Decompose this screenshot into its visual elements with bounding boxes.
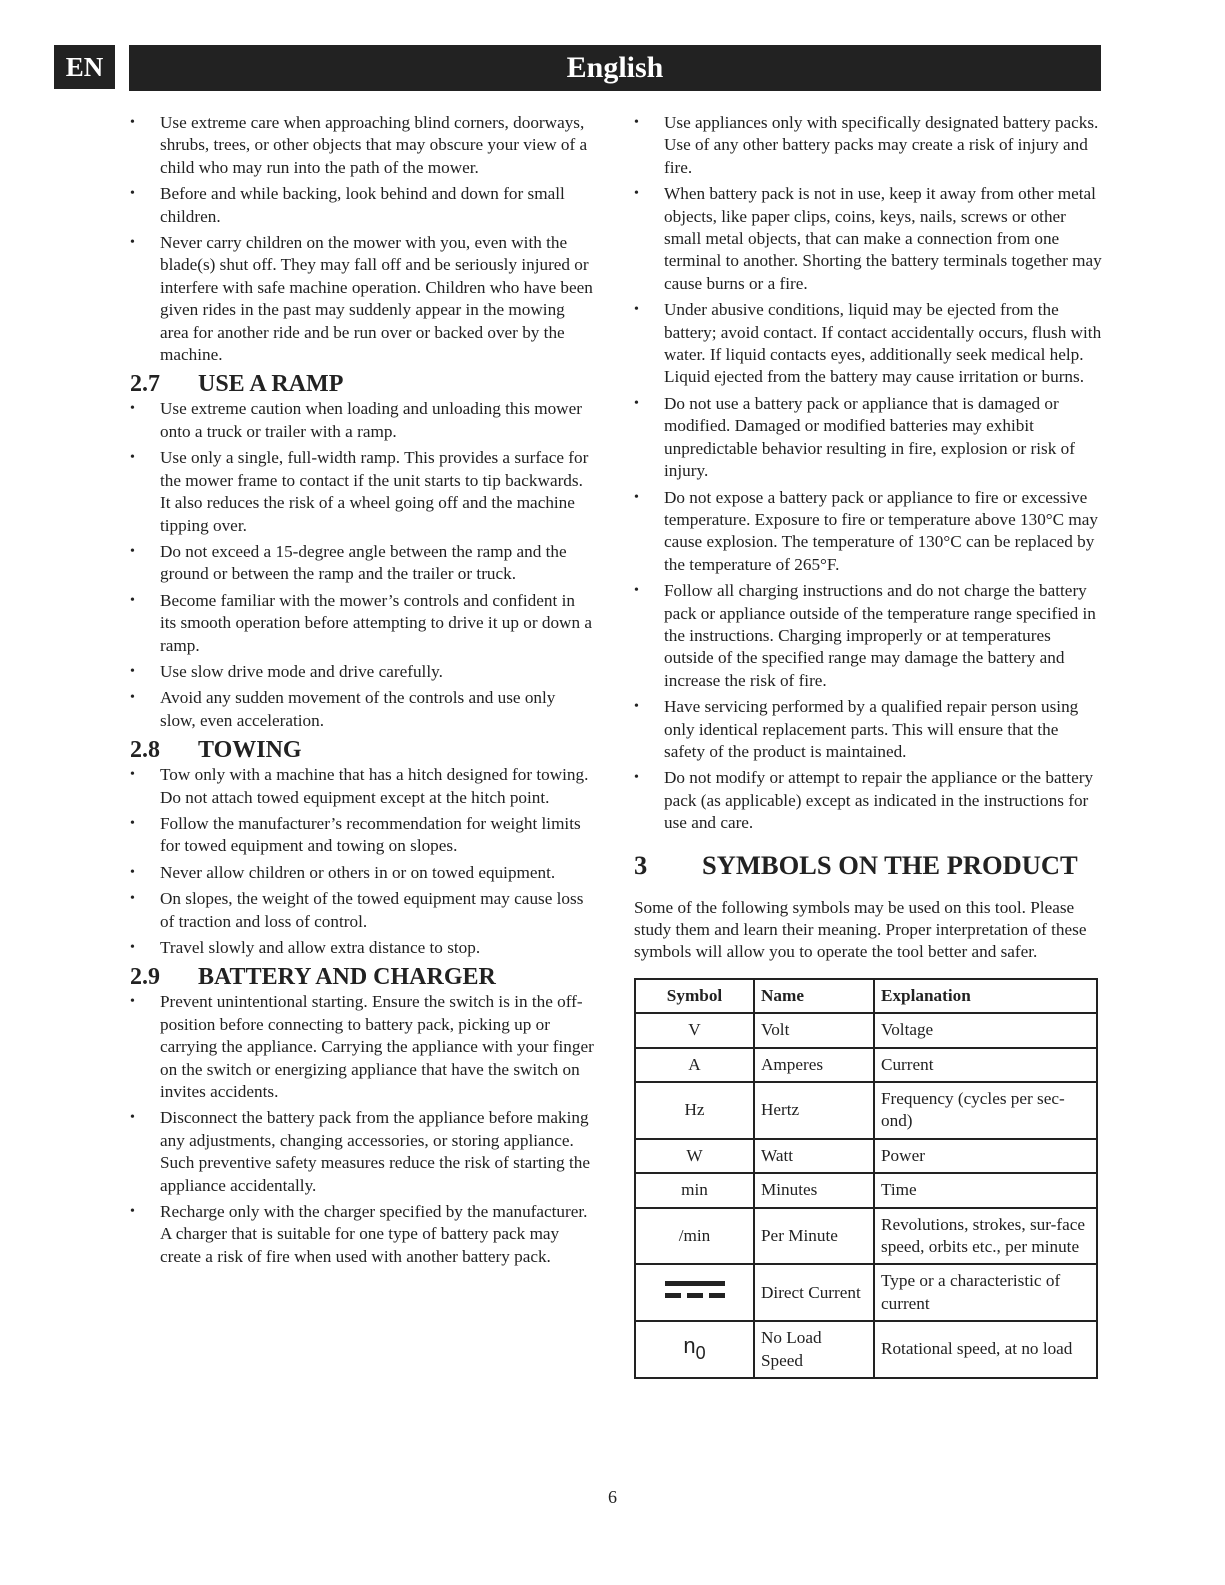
explanation-cell: Revolutions, strokes, sur-face speed, orbits etc., per minute — [874, 1208, 1097, 1265]
table-row — [635, 1082, 1097, 1139]
table-row — [635, 1013, 1097, 1047]
table-row — [635, 1048, 1097, 1082]
symbol-cell: A — [635, 1048, 754, 1082]
list-item: • Do not exceed a 15-degree angle between the ramp and the ground or between the ramp and the trailer or truck. — [130, 541, 595, 586]
list-item: • Follow the manufacturer’s recommendation for weight limits for towed equipment and towing on slopes. — [130, 813, 595, 858]
column-header: Explanation — [874, 979, 1097, 1013]
list-item: • Use extreme caution when loading and unloading this mower onto a truck or trailer with a ramp. — [130, 398, 595, 443]
symbols-table — [634, 978, 1098, 1379]
list-item: • Do not use a battery pack or appliance that is damaged or modified. Damaged or modified batteries may exhibit unpredictable behavior resulting in fire, explosion or risk of injury. — [634, 393, 1102, 483]
direct-current-icon — [665, 1281, 725, 1298]
list-item: • Never carry children on the mower with you, even with the blade(s) shut off. They may fall off and be seriously injured or interfere with safe machine operation. Children who have been given rides in the past may suddenly appear in the mowing area for another ride and be run over or backed over by the machine. — [130, 232, 595, 366]
name-cell: Hertz — [754, 1082, 874, 1139]
language-code-badge: EN — [54, 45, 115, 89]
symbol-cell — [635, 1321, 754, 1378]
list-item: • Prevent unintentional starting. Ensure the switch is in the off-position before connecting to battery pack, picking up or carrying the appliance. Carrying the appliance with your finger on the switch or energizing appliance that have the switch on invites accidents. — [130, 991, 595, 1103]
section-title: BATTERY AND CHARGER — [198, 964, 496, 991]
explanation-cell: Rotational speed, at no load — [874, 1321, 1097, 1378]
page-title: English — [129, 45, 1101, 91]
name-cell: Minutes — [754, 1173, 874, 1207]
symbol-cell: V — [635, 1013, 754, 1047]
explanation-cell: Type or a characteristic of current — [874, 1264, 1097, 1321]
explanation-cell: Power — [874, 1139, 1097, 1173]
section-number: 2.7 — [130, 371, 160, 398]
name-cell: No Load Speed — [754, 1321, 874, 1378]
list-item: • Use appliances only with specifically designated battery packs. Use of any other battery packs may create a risk of injury and fire. — [634, 112, 1102, 179]
list-item: • Never allow children or others in or on towed equipment. — [130, 862, 595, 884]
list-item: • Follow all charging instructions and do not charge the battery pack or appliance outside of the temperature range specified in the instructions. Charging improperly or at temperatures outside of the specified range may damage the battery and increase the risk of fire. — [634, 580, 1102, 692]
list-item: • Use slow drive mode and drive carefully. — [130, 661, 595, 683]
symbol-cell: min — [635, 1173, 754, 1207]
table-row — [635, 1321, 1097, 1378]
bullet-list-ramp — [130, 398, 595, 732]
section-title: SYMBOLS ON THE PRODUCT — [702, 849, 1078, 880]
list-item: • Become familiar with the mower’s controls and confident in its smooth operation before attempting to drive it up or down a ramp. — [130, 590, 595, 657]
section-title: USE A RAMP — [198, 371, 344, 398]
bullet-list-top — [130, 112, 595, 366]
table-row — [635, 1173, 1097, 1207]
list-item: • Recharge only with the charger specified by the manufacturer. A charger that is suitable for one type of battery pack may create a risk of fire when used with another battery pack. — [130, 1201, 595, 1268]
section-number: 2.8 — [130, 737, 160, 764]
list-item: • Use extreme care when approaching blind corners, doorways, shrubs, trees, or other objects that may obscure your view of a child who may run into the path of the mower. — [130, 112, 595, 179]
bullet-list-towing — [130, 764, 595, 959]
section-number: 3 — [634, 849, 648, 880]
table-header-row — [635, 979, 1097, 1013]
list-item: • Before and while backing, look behind and down for small children. — [130, 183, 595, 228]
column-header: Symbol — [635, 979, 754, 1013]
table-row — [635, 1264, 1097, 1321]
bullet-list-battery — [130, 991, 595, 1268]
name-cell: Direct Current — [754, 1264, 874, 1321]
section-intro: Some of the following symbols may be used on this tool. Please study them and learn their meaning. Proper interpretation of these symbols will allow you to operate the tool better and safer. — [634, 897, 1087, 962]
explanation-cell: Voltage — [874, 1013, 1097, 1047]
name-cell: Amperes — [754, 1048, 874, 1082]
list-item: • Tow only with a machine that has a hitch designed for towing. Do not attach towed equipment except at the hitch point. — [130, 764, 595, 809]
symbol-cell: W — [635, 1139, 754, 1173]
list-item: • Do not expose a battery pack or appliance to fire or excessive temperature. Exposure to fire or temperature above 130°C may cause explosion. The temperature of 130°C can be replaced by the temperature of 265°F. — [634, 487, 1102, 577]
table-row — [635, 1208, 1097, 1265]
left-column — [130, 112, 595, 1272]
explanation-cell: Frequency (cycles per sec-ond) — [874, 1082, 1097, 1139]
section-number: 2.9 — [130, 964, 160, 991]
explanation-cell: Current — [874, 1048, 1097, 1082]
list-item: • Use only a single, full-width ramp. This provides a surface for the mower frame to contact if the unit starts to tip backwards. It also reduces the risk of a wheel going off and the machine tipping over. — [130, 447, 595, 537]
right-column — [634, 112, 1102, 1379]
list-item: • Have servicing performed by a qualified repair person using only identical replacement parts. This will ensure that the safety of the product is maintained. — [634, 696, 1102, 763]
section-heading-2-7 — [130, 370, 595, 398]
list-item: • Travel slowly and allow extra distance to stop. — [130, 937, 595, 959]
list-item: • When battery pack is not in use, keep it away from other metal objects, like paper clips, coins, keys, nails, screws or other small metal objects, that can make a connection from one terminal to another. Shorting the battery terminals together may cause burns or a fire. — [634, 183, 1102, 295]
no-load-speed-symbol: $n_0$ — [683, 1332, 706, 1363]
table-row — [635, 1139, 1097, 1173]
list-item: • Under abusive conditions, liquid may be ejected from the battery; avoid contact. If contact accidentally occurs, flush with water. If liquid contacts eyes, additionally seek medical help. Liquid ejected from the battery may cause irritation or burns. — [634, 299, 1102, 389]
list-item: • Disconnect the battery pack from the appliance before making any adjustments, changing accessories, or storing appliance. Such preventive safety measures reduce the risk of starting the appliance accidentally. — [130, 1107, 595, 1197]
section-title: TOWING — [198, 737, 302, 764]
name-cell: Volt — [754, 1013, 874, 1047]
section-heading-2-9 — [130, 963, 595, 991]
name-cell: Per Minute — [754, 1208, 874, 1265]
name-cell: Watt — [754, 1139, 874, 1173]
section-heading-2-8 — [130, 736, 595, 764]
bullet-list-battery-continued — [634, 112, 1102, 835]
list-item: • On slopes, the weight of the towed equipment may cause loss of traction and loss of control. — [130, 888, 595, 933]
list-item: • Avoid any sudden movement of the controls and use only slow, even acceleration. — [130, 687, 595, 732]
section-heading-3 — [634, 849, 1102, 881]
page-number: 6 — [608, 1487, 617, 1507]
list-item: • Do not modify or attempt to repair the appliance or the battery pack (as applicable) except as indicated in the instructions for use and care. — [634, 767, 1102, 834]
symbol-cell — [635, 1264, 754, 1321]
explanation-cell: Time — [874, 1173, 1097, 1207]
symbol-cell: Hz — [635, 1082, 754, 1139]
column-header: Name — [754, 979, 874, 1013]
symbol-cell: /min — [635, 1208, 754, 1265]
